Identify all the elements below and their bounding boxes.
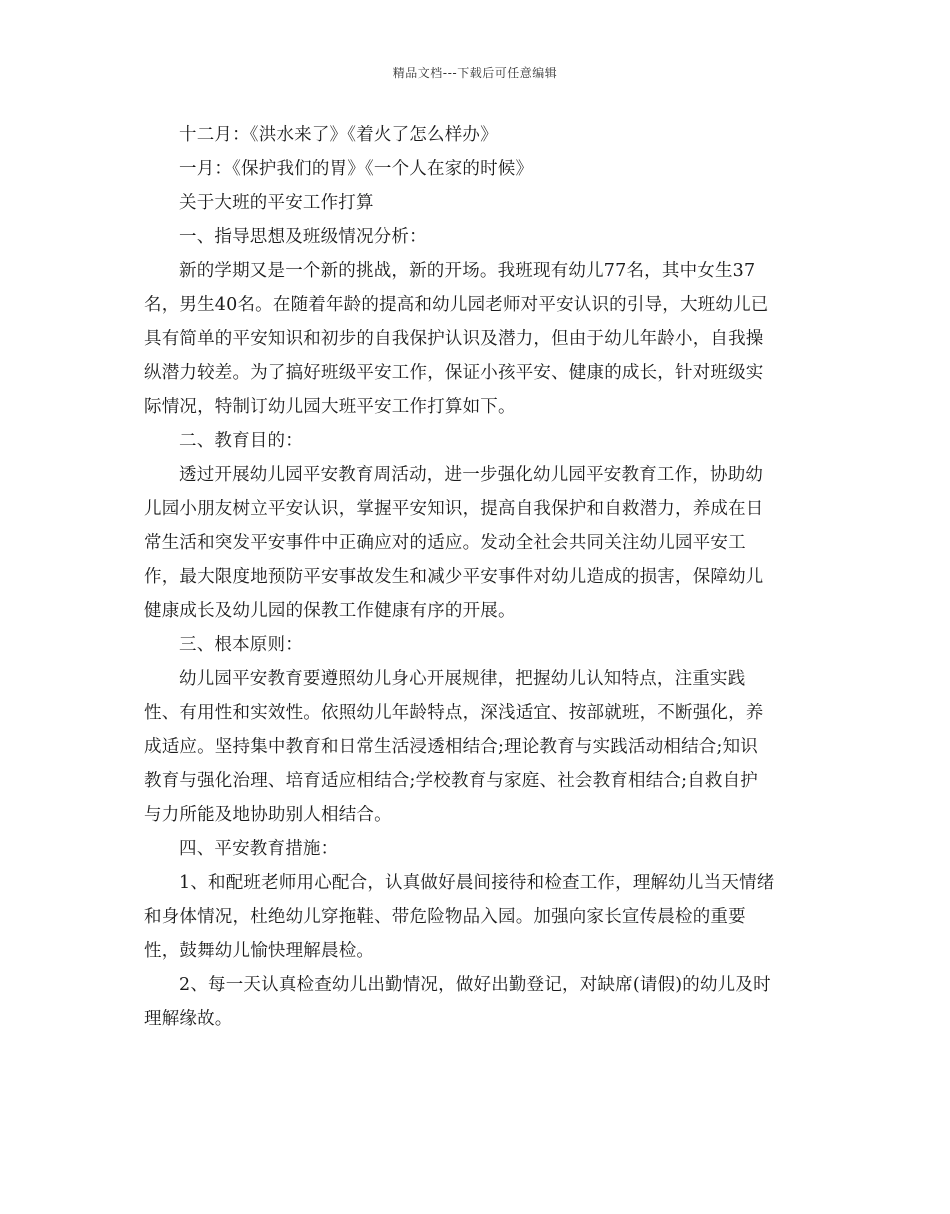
text-line: 教育与强化治理、培育适应相结合;学校教育与家庭、社会教育相结合;自救自护 — [144, 771, 758, 791]
text-line: 新的学期又是一个新的挑战，新的开场。我班现有幼儿77名，其中女生37 — [179, 261, 756, 281]
section-heading: 四、平安教育措施： — [179, 839, 339, 859]
text-line: 一月：《保护我们的胃》《一个人在家的时候》 — [179, 159, 534, 179]
text-line: 与力所能及地协助别人相结合。 — [144, 805, 392, 825]
text-line: 理解缘故。 — [144, 1009, 233, 1029]
text-line: 纵潜力较差。为了搞好班级平安工作，保证小孩平安、健康的成长，针对班级实 — [144, 363, 764, 383]
text-line: 2、每一天认真检查幼儿出勤情况，做好出勤登记，对缺席(请假)的幼儿及时 — [179, 975, 771, 995]
text-line: 幼儿园平安教育要遵照幼儿身心开展规律，把握幼儿认知特点，注重实践 — [179, 669, 746, 689]
text-line: 性，鼓舞幼儿愉快理解晨检。 — [144, 941, 375, 961]
text-line: 具有简单的平安知识和初步的自我保护认识及潜力，但由于幼儿年龄小，自我操 — [144, 329, 764, 349]
text-line: 际情况，特制订幼儿园大班平安工作打算如下。 — [144, 397, 516, 417]
section-heading: 三、根本原则： — [179, 635, 303, 655]
text-line: 作，最大限度地预防平安事故发生和减少平安事件对幼儿造成的损害，保障幼儿 — [144, 567, 764, 587]
text-line: 性、有用性和实效性。依照幼儿年龄特点，深浅适宜、按部就班，不断强化，养 — [144, 703, 764, 723]
section-heading: 一、指导思想及班级情况分析： — [179, 227, 427, 247]
text-line: 名，男生40名。在随着年龄的提高和幼儿园老师对平安认识的引导，大班幼儿已 — [144, 295, 769, 315]
text-line: 透过开展幼儿园平安教育周活动，进一步强化幼儿园平安教育工作，协助幼 — [179, 465, 764, 485]
page-header: 精品文档---下载后可任意编辑 — [392, 66, 558, 80]
text-line: 儿园小朋友树立平安认识，掌握平安知识，提高自我保护和自救潜力，养成在日 — [144, 499, 764, 519]
text-line: 成适应。坚持集中教育和日常生活浸透相结合;理论教育与实践活动相结合;知识 — [144, 737, 758, 757]
document-body — [144, 118, 814, 1036]
text-line: 常生活和突发平安事件中正确应对的适应。发动全社会共同关注幼儿园平安工 — [144, 533, 746, 553]
text-line: 和身体情况，杜绝幼儿穿拖鞋、带危险物品入园。加强向家长宣传晨检的重要 — [144, 907, 746, 927]
text-line: 关于大班的平安工作打算 — [179, 193, 374, 213]
text-line: 1、和配班老师用心配合，认真做好晨间接待和检查工作，理解幼儿当天情绪 — [179, 873, 775, 893]
section-heading: 二、教育目的： — [179, 431, 303, 451]
text-line: 十二月：《洪水来了》《着火了怎么样办》 — [179, 125, 498, 145]
text-line: 健康成长及幼儿园的保教工作健康有序的开展。 — [144, 601, 516, 621]
